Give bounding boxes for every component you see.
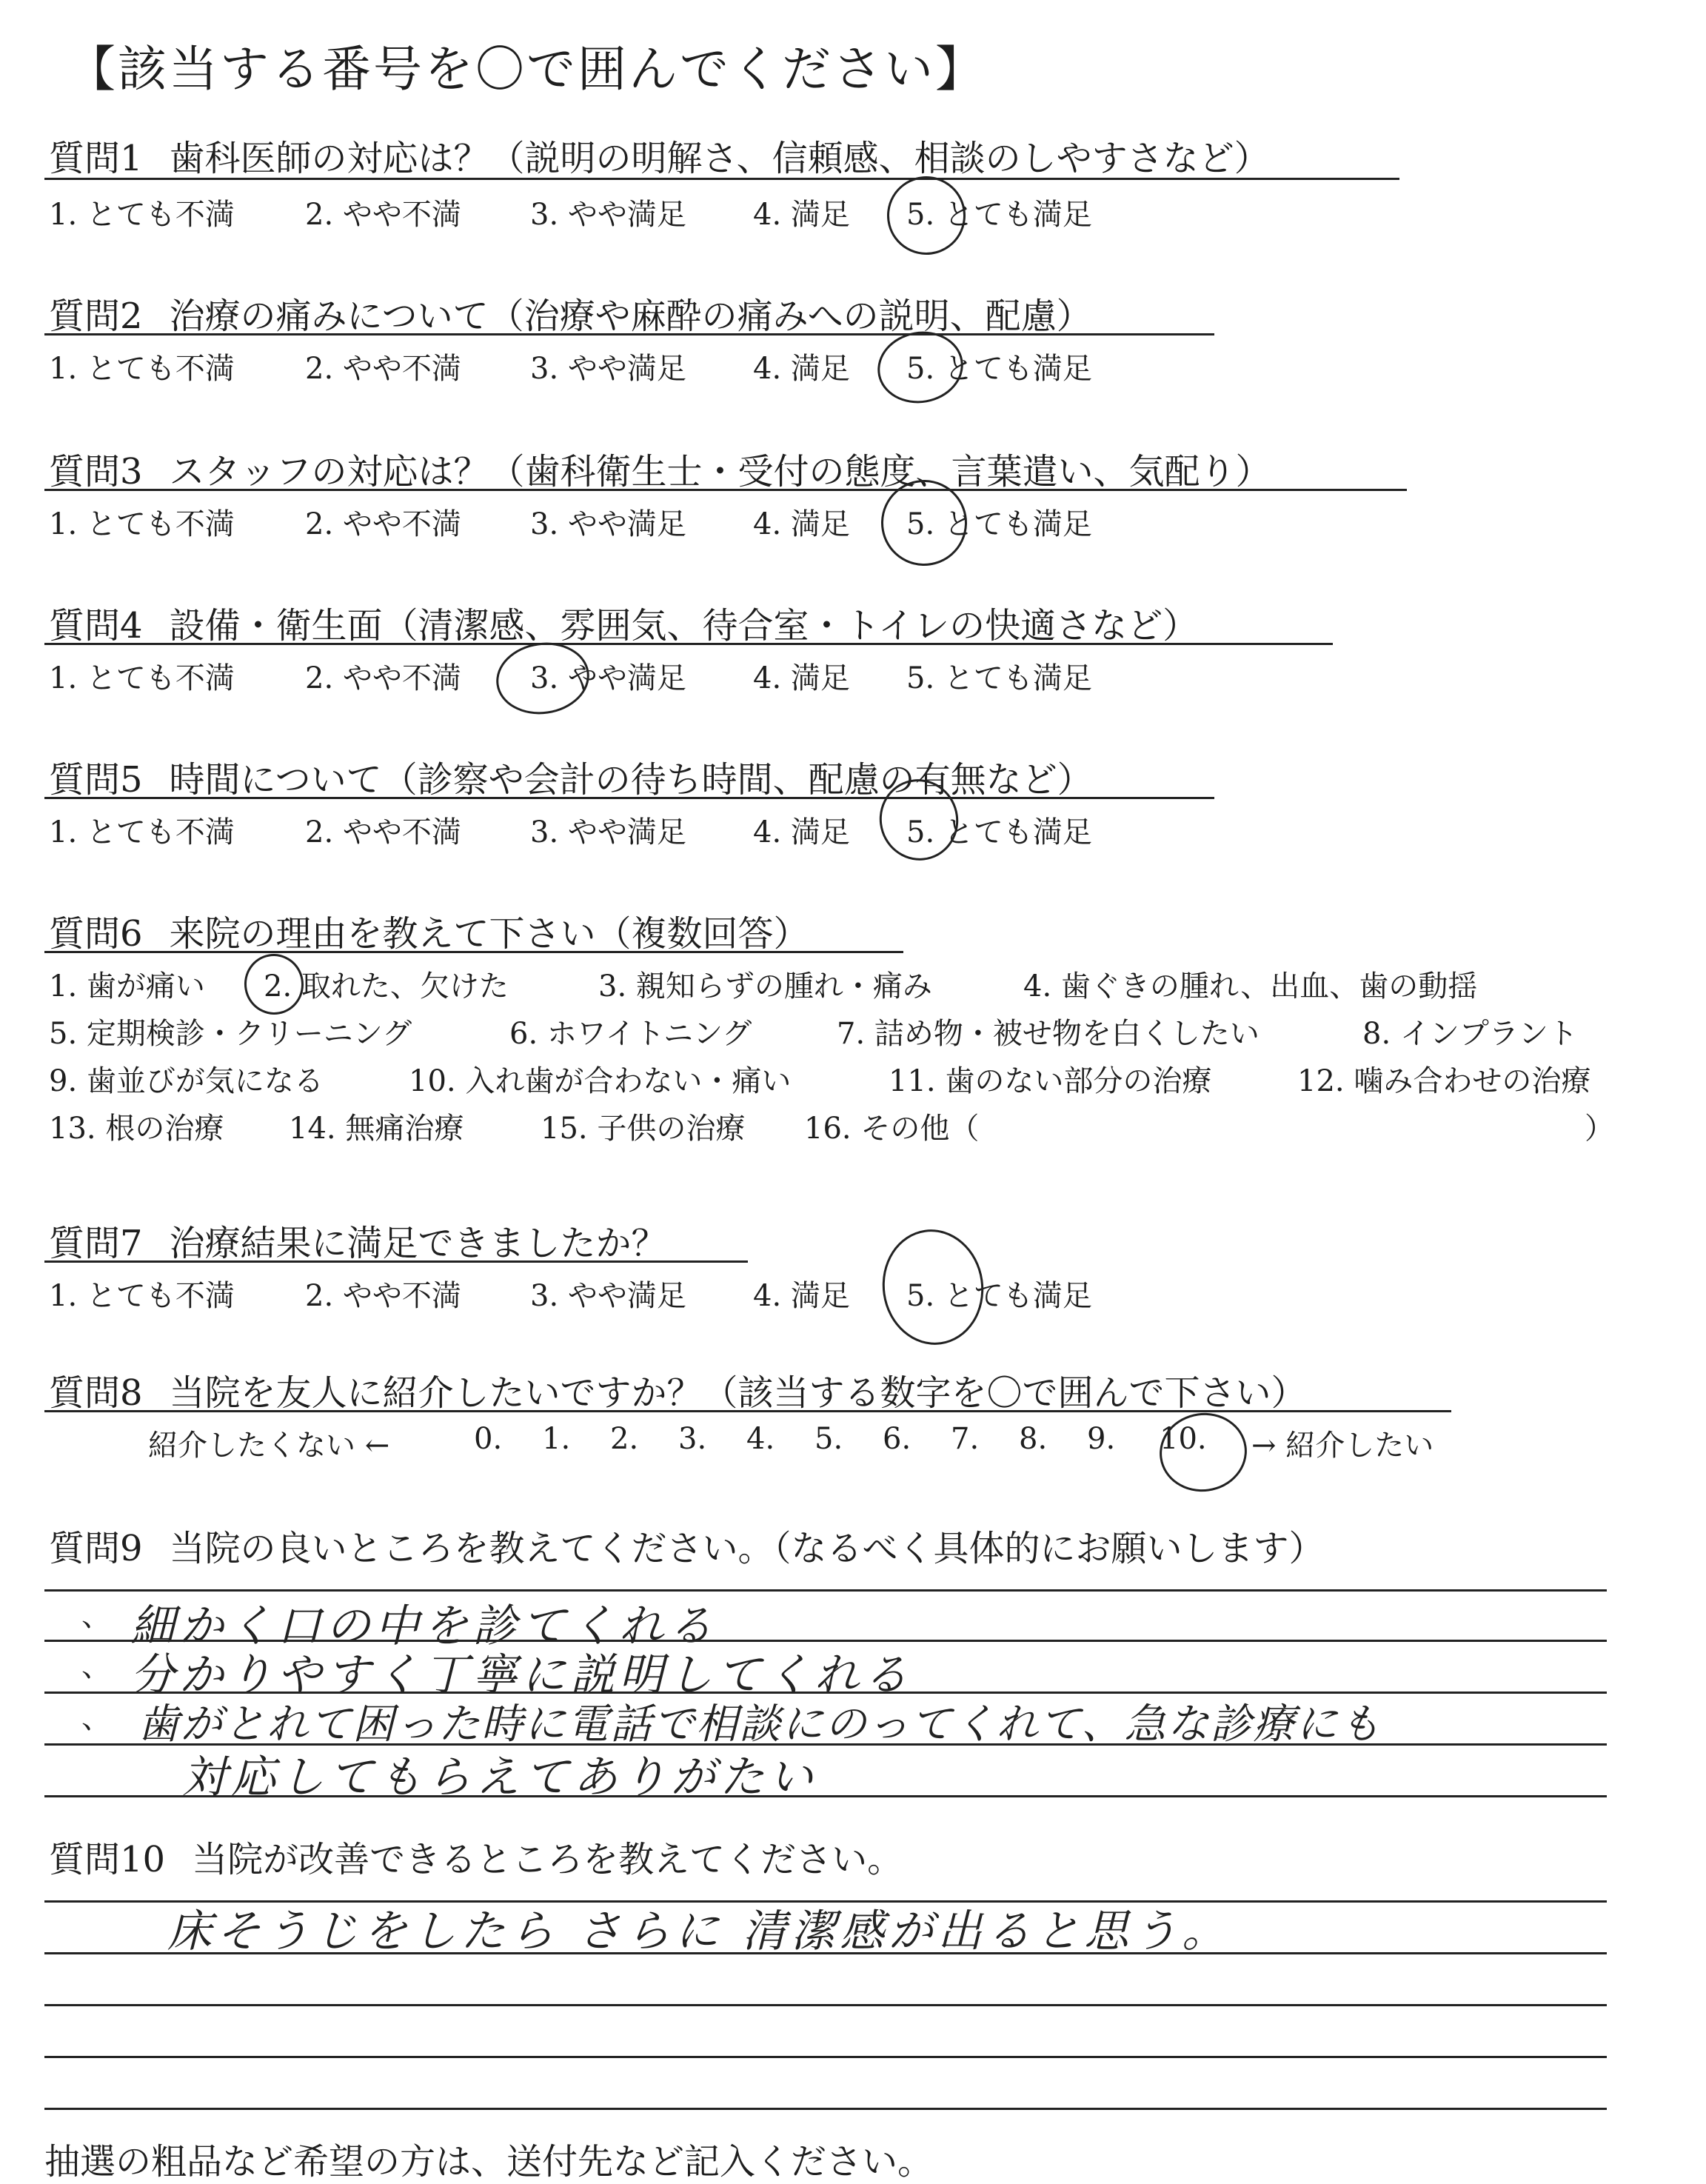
question-3-label: 質問3	[49, 451, 143, 492]
q6-option-5[interactable]: 5. 定期検診・クリーニング	[49, 1017, 412, 1051]
form-footer-note: 抽選の粗品など希望の方は、送付先など記入ください。	[44, 2141, 934, 2183]
q6-option-1[interactable]: 1. 歯が痛い	[49, 969, 205, 1003]
question-2-title	[49, 287, 1092, 338]
question-6-text: 来院の理由を教えて下さい（複数回答）	[169, 913, 809, 955]
q6-other-close-paren: ）	[1585, 1112, 1614, 1146]
q10-answer-1: 床そうじをしたら さらに 清潔感が出ると思う。	[167, 1906, 1231, 1957]
q1-option-3[interactable]: 3. やや満足	[530, 198, 686, 232]
q9-answer-4: 対応してもらえてありがたい	[182, 1751, 817, 1803]
q10-answer-line-3	[44, 2004, 1607, 2006]
q8-option-8[interactable]: 8.	[1019, 1422, 1048, 1456]
question-1-title	[49, 130, 1270, 181]
q6-option-8[interactable]: 8. インプラント	[1362, 1017, 1578, 1051]
question-2-text: 治療の痛みについて（治療や麻酔の痛みへの説明、配慮）	[169, 295, 1092, 337]
q10-answer-line-5	[44, 2108, 1607, 2110]
q2-option-4[interactable]: 4. 満足	[753, 352, 850, 386]
question-9-label: 質問9	[49, 1528, 143, 1569]
q4-selection-circle	[492, 637, 594, 721]
q6-option-4[interactable]: 4. 歯ぐきの腫れ、出血、歯の動揺	[1023, 969, 1478, 1003]
q4-option-5[interactable]: 5. とても満足	[906, 661, 1092, 695]
q4-option-4[interactable]: 4. 満足	[753, 661, 850, 695]
question-3-text: スタッフの対応は？（歯科衛生士・受付の態度、言葉遣い、気配り）	[169, 451, 1271, 492]
q5-option-1[interactable]: 1. とても不満	[49, 815, 235, 849]
q3-option-5[interactable]: 5. とても満足	[906, 507, 1092, 541]
q2-option-1[interactable]: 1. とても不満	[49, 352, 235, 386]
q2-option-5[interactable]: 5. とても満足	[906, 352, 1092, 386]
q9-bullet-2: 、	[81, 1649, 111, 1683]
question-2-underline	[44, 333, 1214, 335]
q8-option-1[interactable]: 1.	[542, 1422, 571, 1456]
q8-selection-circle	[1154, 1407, 1252, 1497]
q1-option-1[interactable]: 1. とても不満	[49, 198, 235, 232]
question-6-label: 質問6	[49, 913, 143, 955]
question-8-label: 質問8	[49, 1372, 143, 1414]
q8-option-6[interactable]: 6.	[883, 1422, 911, 1456]
q9-bullet-1: 、	[81, 1599, 111, 1633]
q1-option-2[interactable]: 2. やや不満	[305, 198, 461, 232]
q2-option-2[interactable]: 2. やや不満	[305, 352, 461, 386]
q8-right-label: → 紹介したい	[1251, 1429, 1434, 1463]
q2-option-3[interactable]: 3. やや満足	[530, 352, 686, 386]
q8-option-7[interactable]: 7.	[951, 1422, 980, 1456]
q6-selection-circle	[239, 949, 308, 1020]
q7-selection-circle	[875, 1223, 991, 1351]
question-8-text: 当院を友人に紹介したいですか？（該当する数字を〇で囲んで下さい）	[169, 1372, 1307, 1414]
q6-option-14[interactable]: 14. 無痛治療	[289, 1112, 464, 1146]
question-1-text: 歯科医師の対応は？（説明の明解さ、信頼感、相談のしやすさなど）	[169, 138, 1270, 179]
q5-option-5[interactable]: 5. とても満足	[906, 815, 1092, 849]
question-9-text: 当院の良いところを教えてください。（なるべく具体的にお願いします）	[169, 1528, 1325, 1569]
question-6-underline	[44, 951, 903, 953]
q1-selection-circle	[878, 167, 974, 264]
q9-bullet-3: 、	[81, 1701, 111, 1735]
q1-option-4[interactable]: 4. 満足	[753, 198, 850, 232]
q6-option-12[interactable]: 12. 噛み合わせの治療	[1297, 1064, 1591, 1098]
question-8-title	[49, 1364, 1307, 1415]
q6-option-10[interactable]: 10. 入れ歯が合わない・痛い	[409, 1064, 792, 1098]
q8-option-9[interactable]: 9.	[1087, 1422, 1116, 1456]
q6-option-7[interactable]: 7. 詰め物・被せ物を白くしたい	[837, 1017, 1260, 1051]
question-4-text: 設備・衛生面（清潔感、雰囲気、待合室・トイレの快適さなど）	[169, 605, 1199, 647]
question-10-title	[49, 1831, 903, 1882]
question-5-text: 時間について（診察や会計の待ち時間、配慮の有無など）	[169, 759, 1093, 801]
question-7-label: 質問7	[49, 1223, 143, 1264]
q1-option-5[interactable]: 5. とても満足	[906, 198, 1092, 232]
q3-option-3[interactable]: 3. やや満足	[530, 507, 686, 541]
question-7-underline	[44, 1260, 748, 1263]
q9-answer-1: 細かく口の中を診てくれる	[130, 1600, 717, 1652]
question-6-title	[49, 905, 809, 956]
question-5-underline	[44, 797, 1214, 799]
q5-option-2[interactable]: 2. やや不満	[305, 815, 461, 849]
question-2-label: 質問2	[49, 295, 143, 337]
q7-option-5[interactable]: 5. とても満足	[906, 1279, 1092, 1313]
q8-option-10[interactable]: 10.	[1160, 1422, 1207, 1456]
q8-option-0[interactable]: 0.	[474, 1422, 503, 1456]
question-5-label: 質問5	[49, 759, 143, 801]
question-4-title	[49, 597, 1198, 648]
q6-option-2[interactable]: 2. 取れた、欠けた	[264, 969, 509, 1003]
q5-option-3[interactable]: 3. やや満足	[530, 815, 686, 849]
question-8-underline	[44, 1410, 1451, 1412]
q6-option-15[interactable]: 15. 子供の治療	[541, 1112, 746, 1146]
q6-option-3[interactable]: 3. 親知らずの腫れ・痛み	[598, 969, 932, 1003]
q7-option-1[interactable]: 1. とても不満	[49, 1279, 235, 1313]
question-3-title	[49, 443, 1271, 494]
q5-option-4[interactable]: 4. 満足	[753, 815, 850, 849]
question-10-label: 質問10	[49, 1839, 166, 1880]
q3-option-2[interactable]: 2. やや不満	[305, 507, 461, 541]
q8-option-3[interactable]: 3.	[678, 1422, 707, 1456]
question-1-label: 質問1	[49, 138, 143, 179]
q6-option-6[interactable]: 6. ホワイトニング	[509, 1017, 752, 1051]
q4-option-3[interactable]: 3. やや満足	[530, 661, 686, 695]
question-10-text: 当院が改善できるところを教えてください。	[192, 1839, 903, 1880]
q6-option-16[interactable]: 16. その他（	[804, 1112, 980, 1146]
question-1-underline	[44, 178, 1399, 180]
q6-option-13[interactable]: 13. 根の治療	[49, 1112, 224, 1146]
question-7-text: 治療結果に満足できましたか？	[169, 1223, 667, 1264]
q4-option-2[interactable]: 2. やや不満	[305, 661, 461, 695]
q10-answer-line-4	[44, 2056, 1607, 2058]
question-9-title	[49, 1520, 1325, 1571]
q8-option-2[interactable]: 2.	[610, 1422, 639, 1456]
q8-option-4[interactable]: 4.	[746, 1422, 775, 1456]
q8-left-label: 紹介したくない ←	[148, 1429, 390, 1463]
form-header: 【該当する番号を〇で囲んでください】	[67, 41, 986, 98]
question-3-underline	[44, 489, 1407, 491]
q4-option-1[interactable]: 1. とても不満	[49, 661, 235, 695]
question-4-underline	[44, 643, 1333, 645]
q6-option-11[interactable]: 11. 歯のない部分の治療	[889, 1064, 1212, 1098]
q7-option-2[interactable]: 2. やや不満	[305, 1279, 461, 1313]
q6-option-9[interactable]: 9. 歯並びが気になる	[49, 1064, 324, 1098]
q3-option-1[interactable]: 1. とても不満	[49, 507, 235, 541]
q7-option-4[interactable]: 4. 満足	[753, 1279, 850, 1313]
question-7-title	[49, 1215, 667, 1266]
q7-option-3[interactable]: 3. やや満足	[530, 1279, 686, 1313]
question-4-label: 質問4	[49, 605, 143, 647]
q9-answer-3: 歯がとれて困った時に電話で相談にのってくれて、急な診療にも	[138, 1700, 1382, 1749]
q3-option-4[interactable]: 4. 満足	[753, 507, 850, 541]
q9-answer-2: 分かりやすく丁寧に説明してくれる	[130, 1649, 912, 1701]
q8-option-5[interactable]: 5.	[814, 1422, 843, 1456]
